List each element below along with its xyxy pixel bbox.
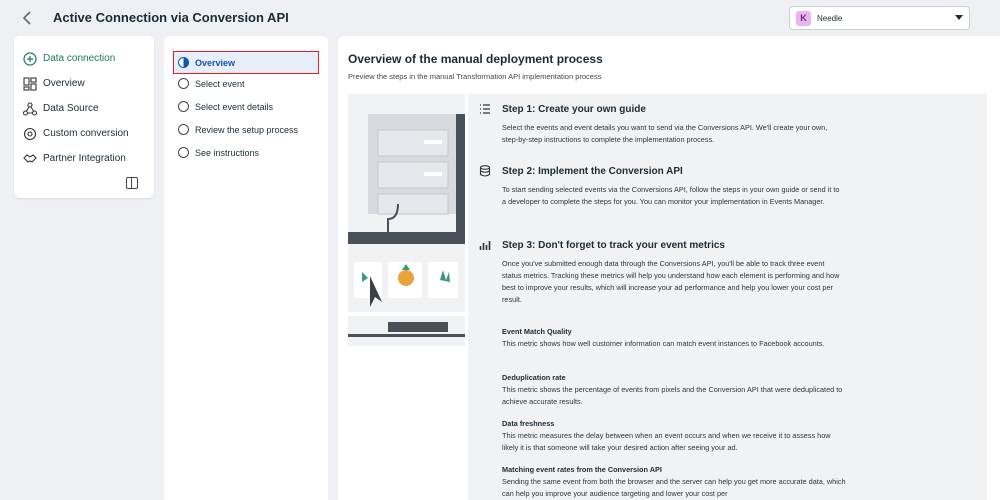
step-label: Select event details	[195, 101, 274, 112]
bar-chart-icon	[478, 238, 492, 252]
left-navigation	[14, 36, 154, 198]
metric-text: This metric shows the percentage of events from pixels and the Conversion API that were deduplicated to achieve accurate results.	[502, 385, 843, 406]
metric-name: Event Match Quality	[502, 327, 572, 336]
nav-item-data-connection[interactable]	[14, 46, 154, 71]
step-label: Review the setup process	[195, 124, 299, 135]
dashboard-icon	[23, 77, 37, 91]
nav-item-custom-conversion[interactable]	[14, 121, 154, 146]
nav-label: Overview	[43, 78, 85, 89]
content-box	[468, 94, 987, 500]
server-illustration	[348, 94, 465, 346]
section-title: Step 3: Don't forget to track your event metrics	[502, 239, 725, 251]
main-panel	[338, 36, 1000, 500]
section-text: Once you've submitted enough data through the Conversions API, you'll be able to track three event status metrics. Tracking these metrics will help you understand how each element is performing and how best to improve your results, which will increase your ad performance and help you lower your cost per result.	[502, 259, 840, 304]
circle-icon	[178, 124, 189, 135]
steps-panel	[164, 36, 328, 500]
metric-text: This metric measures the delay between when an event occurs and when we receive it to assess how likely it is that someone will take your desired action after seeing your ad.	[502, 431, 831, 452]
main-subtitle: Preview the steps in the manual Transformation API implementation process	[348, 72, 602, 81]
step-label: See instructions	[195, 147, 260, 158]
account-name: Needle	[817, 13, 843, 23]
list-icon	[478, 102, 492, 116]
main-title: Overview of the manual deployment process	[348, 52, 603, 66]
circle-icon	[178, 147, 189, 158]
step-review-setup[interactable]	[178, 124, 298, 135]
section-text: Select the events and event details you want to send via the Conversions API. We'll create your own, step-by-step instructions to complete the implementation process.	[502, 123, 828, 144]
account-avatar: K	[796, 11, 811, 26]
metric-deduplication-rate	[502, 372, 847, 408]
caret-down-icon	[955, 15, 963, 20]
gear-icon	[23, 127, 37, 141]
metric-name: Deduplication rate	[502, 373, 566, 382]
database-icon	[478, 164, 492, 178]
section-title: Step 2: Implement the Conversion API	[502, 165, 683, 177]
chevron-left-icon	[22, 11, 32, 25]
step-see-instructions[interactable]	[178, 147, 259, 158]
metric-event-match-quality	[502, 326, 847, 350]
step-select-event[interactable]	[178, 78, 245, 89]
step3-section	[478, 238, 842, 306]
nav-label: Partner Integration	[43, 153, 126, 164]
section-title: Step 1: Create your own guide	[502, 103, 646, 115]
circle-icon	[178, 78, 189, 89]
page-title: Active Connection via Conversion API	[53, 10, 289, 25]
account-selector[interactable]	[789, 6, 970, 30]
step-label: Select event	[195, 78, 245, 89]
page-header	[0, 0, 1000, 36]
nav-label: Custom conversion	[43, 128, 129, 139]
nav-label: Data Source	[43, 103, 99, 114]
metric-text: Sending the same event from both the browser and the server can help you get more accurate data, which can help you improve your audience targeting and lower your cost per	[502, 477, 846, 498]
metric-matching-event-rates	[502, 464, 847, 500]
collapse-sidebar-icon[interactable]	[126, 177, 138, 189]
step-label: Overview	[195, 57, 236, 68]
nav-label: Data connection	[43, 53, 116, 64]
section-text: To start sending selected events via the Conversions API, follow the steps in your own guide or send it to a developer to complete the steps for you. You can monitor your implementation in Events Manager.	[502, 185, 840, 206]
circle-icon	[178, 101, 189, 112]
half-circle-icon	[178, 57, 189, 68]
metric-text: This metric shows how well customer information can match event instances to Facebook accounts.	[502, 339, 825, 348]
metric-name: Matching event rates from the Conversion API	[502, 465, 662, 474]
step-overview[interactable]	[173, 51, 319, 74]
metric-name: Data freshness	[502, 419, 555, 428]
nav-item-data-source[interactable]	[14, 96, 154, 121]
step2-section	[478, 164, 842, 208]
metric-data-freshness	[502, 418, 847, 454]
nav-item-overview[interactable]	[14, 71, 154, 96]
step1-section	[478, 102, 842, 146]
handshake-icon	[23, 152, 37, 166]
back-button[interactable]	[18, 9, 36, 27]
step-select-event-details[interactable]	[178, 101, 273, 112]
plus-circle-icon	[23, 52, 37, 66]
network-icon	[23, 102, 37, 116]
nav-item-partner-integration[interactable]	[14, 146, 154, 171]
